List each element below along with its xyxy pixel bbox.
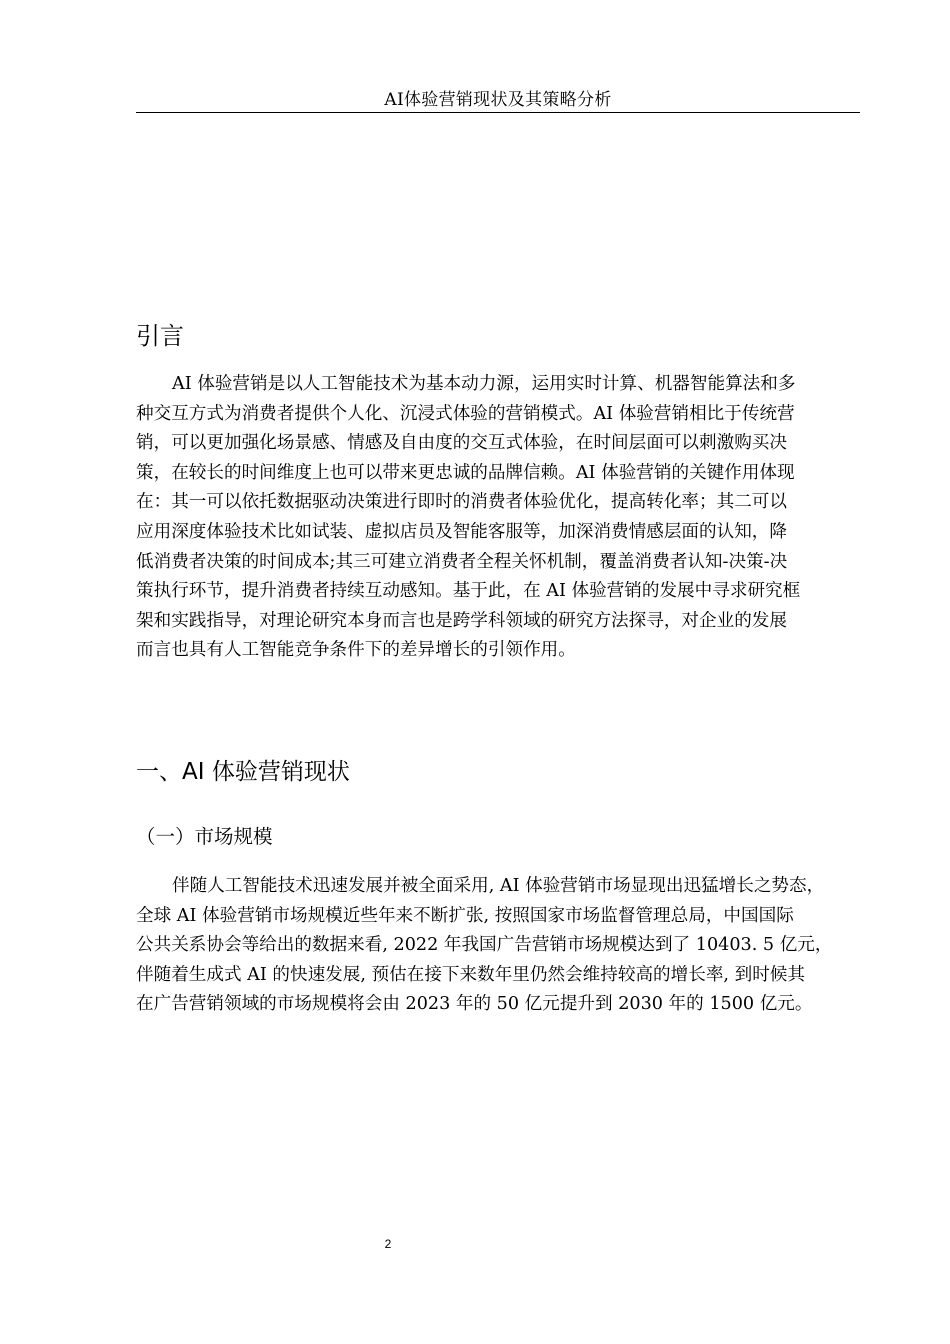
market-size-paragraph (136, 872, 860, 1020)
intro-line: 而言也具有人工智能竞争条件下的差异增长的引领作用。 (136, 640, 576, 661)
market-line: 全球 AI 体验营销市场规模近些年来不断扩张, 按照国家市场监督管理总局，中国国际 (136, 905, 794, 926)
intro-line: 低消费者决策的时间成本;其三可建立消费者全程关怀机制，覆盖消费者认知-决策-决 (136, 551, 788, 572)
header-divider (136, 112, 860, 113)
page-number: 2 (384, 1237, 392, 1251)
intro-line: 架和实践指导，对理论研究本身而言也是跨学科领域的研究方法探寻，对企业的发展 (136, 610, 787, 631)
intro-line: 应用深度体验技术比如试装、虚拟店员及智能客服等，加深消费情感层面的认知，降 (136, 521, 787, 542)
intro-line: 策执行环节，提升消费者持续互动感知。基于此，在 AI 体验营销的发展中寻求研究框 (136, 581, 801, 602)
intro-line: 销，可以更加强化场景感、情感及自由度的交互式体验，在时间层面可以刺激购买决 (136, 433, 787, 454)
intro-line: AI 体验营销是以人工智能技术为基本动力源，运用实时计算、机器智能算法和多 (172, 374, 796, 394)
market-line: 在广告营销领域的市场规模将会由 2023 年的 50 亿元提升到 2030 年的 1500 亿元。 (136, 994, 813, 1015)
section-heading: 一、AI 体验营销现状 (136, 759, 350, 785)
market-line: 公共关系协会等给出的数据来看, 2022 年我国广告营销市场规模达到了 10403. 5 亿元， (136, 935, 833, 956)
intro-line: 种交互方式为消费者提供个人化、沉浸式体验的营销模式。AI 体验营销相比于传统营 (136, 403, 795, 424)
intro-heading: 引言 (136, 322, 184, 350)
market-line: 伴随人工智能技术迅速发展并被全面采用, AI 体验营销市场显现出迅猛增长之势态， (172, 876, 825, 896)
market-line: 伴随着生成式 AI 的快速发展, 预估在接下来数年里仍然会维持较高的增长率, 到时候其 (136, 964, 805, 985)
intro-paragraph (136, 370, 860, 666)
running-header: AI体验营销现状及其策略分析 (384, 90, 612, 110)
intro-line: 在：其一可以依托数据驱动决策进行即时的消费者体验优化，提高转化率；其二可以 (136, 492, 787, 513)
subsection-heading: （一）市场规模 (136, 825, 273, 848)
intro-line: 策，在较长的时间维度上也可以带来更忠诚的品牌信赖。AI 体验营销的关键作用体现 (136, 462, 795, 483)
